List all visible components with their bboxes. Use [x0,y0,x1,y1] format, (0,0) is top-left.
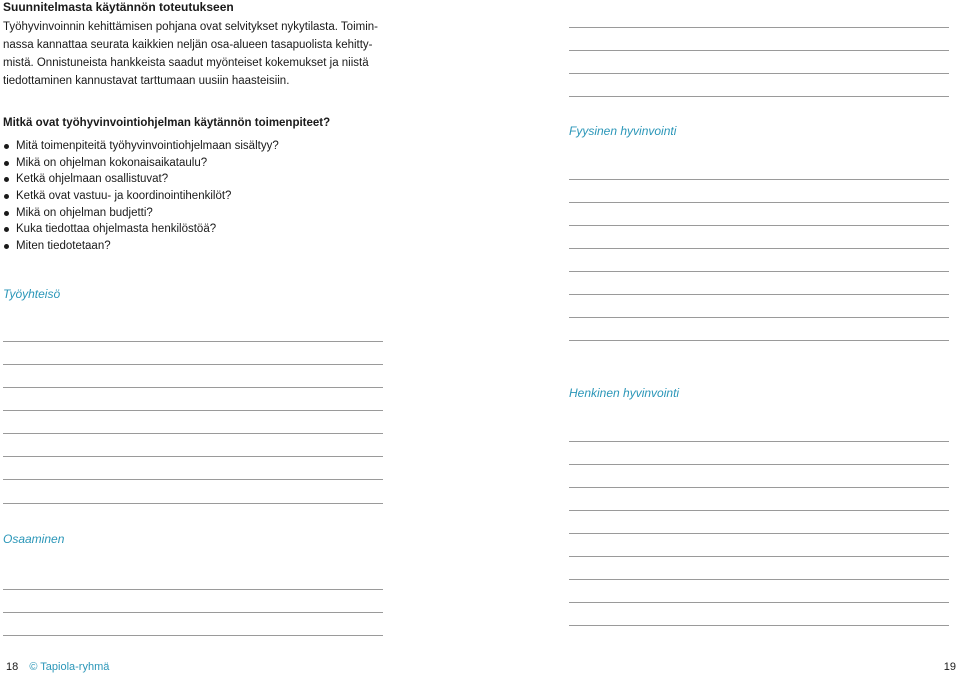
writing-line[interactable] [3,503,383,504]
list-item: Mitä toimenpiteitä työhyvinvointiohjelmaan sisältyy? [3,138,279,155]
writing-line[interactable] [569,441,949,442]
writing-line[interactable] [569,50,949,51]
intro-paragraph [3,18,403,90]
writing-line[interactable] [569,202,949,203]
writing-line[interactable] [569,487,949,488]
intro-line: Työhyvinvoinnin kehittämisen pohjana ovat selvitykset nykytilasta. Toimin- [3,21,378,33]
writing-line[interactable] [569,625,949,626]
writing-line[interactable] [569,27,949,28]
writing-line[interactable] [569,340,949,341]
label-henkinen: Henkinen hyvinvointi [569,386,680,400]
writing-line[interactable] [3,433,383,434]
writing-line[interactable] [569,317,949,318]
intro-line: tiedottaminen kannustavat tarttumaan uusiin haasteisiin. [3,75,290,87]
writing-line[interactable] [569,225,949,226]
writing-line[interactable] [569,248,949,249]
writing-line[interactable] [3,456,383,457]
writing-line[interactable] [3,410,383,411]
page-number-left: 18 [6,661,19,673]
footer-left [6,660,109,674]
writing-line[interactable] [3,387,383,388]
label-fyysinen: Fyysinen hyvinvointi [569,124,677,138]
writing-line[interactable] [3,589,383,590]
brand-name: Tapiola-ryhmä [40,661,110,673]
writing-line[interactable] [569,510,949,511]
intro-line: mistä. Onnistuneista hankkeista saadut myönteiset kokemukset ja niistä [3,57,369,69]
label-tyoyhteiso: Työyhteisö [3,287,61,301]
intro-line: nassa kannattaa seurata kaikkien neljän osa-alueen tasapuolista kehitty- [3,39,373,51]
list-item: Mikä on ohjelman kokonaisaikataulu? [3,155,279,172]
writing-line[interactable] [569,579,949,580]
copyright-icon: © [29,661,38,673]
writing-line[interactable] [569,294,949,295]
questions-heading: Mitkä ovat työhyvinvointiohjelman käytännön toimenpiteet? [3,117,331,129]
writing-line[interactable] [3,341,383,342]
writing-line[interactable] [569,179,949,180]
list-item: Ketkä ohjelmaan osallistuvat? [3,171,279,188]
list-item: Miten tiedotetaan? [3,238,279,255]
list-item: Kuka tiedottaa ohjelmasta henkilöstöä? [3,221,279,238]
list-item: Mikä on ohjelman budjetti? [3,205,279,222]
questions-list [3,138,279,255]
page-number-right: 19 [943,661,956,673]
writing-line[interactable] [569,96,949,97]
writing-line[interactable] [3,635,383,636]
writing-line[interactable] [569,556,949,557]
writing-line[interactable] [569,271,949,272]
writing-line[interactable] [569,73,949,74]
writing-line[interactable] [3,364,383,365]
writing-line[interactable] [569,602,949,603]
writing-line[interactable] [3,612,383,613]
label-osaaminen: Osaaminen [3,532,65,546]
writing-line[interactable] [569,464,949,465]
writing-line[interactable] [569,533,949,534]
page-title: Suunnitelmasta käytännön toteutukseen [3,0,234,14]
list-item: Ketkä ovat vastuu- ja koordinointihenkilöt? [3,188,279,205]
writing-line[interactable] [3,479,383,480]
